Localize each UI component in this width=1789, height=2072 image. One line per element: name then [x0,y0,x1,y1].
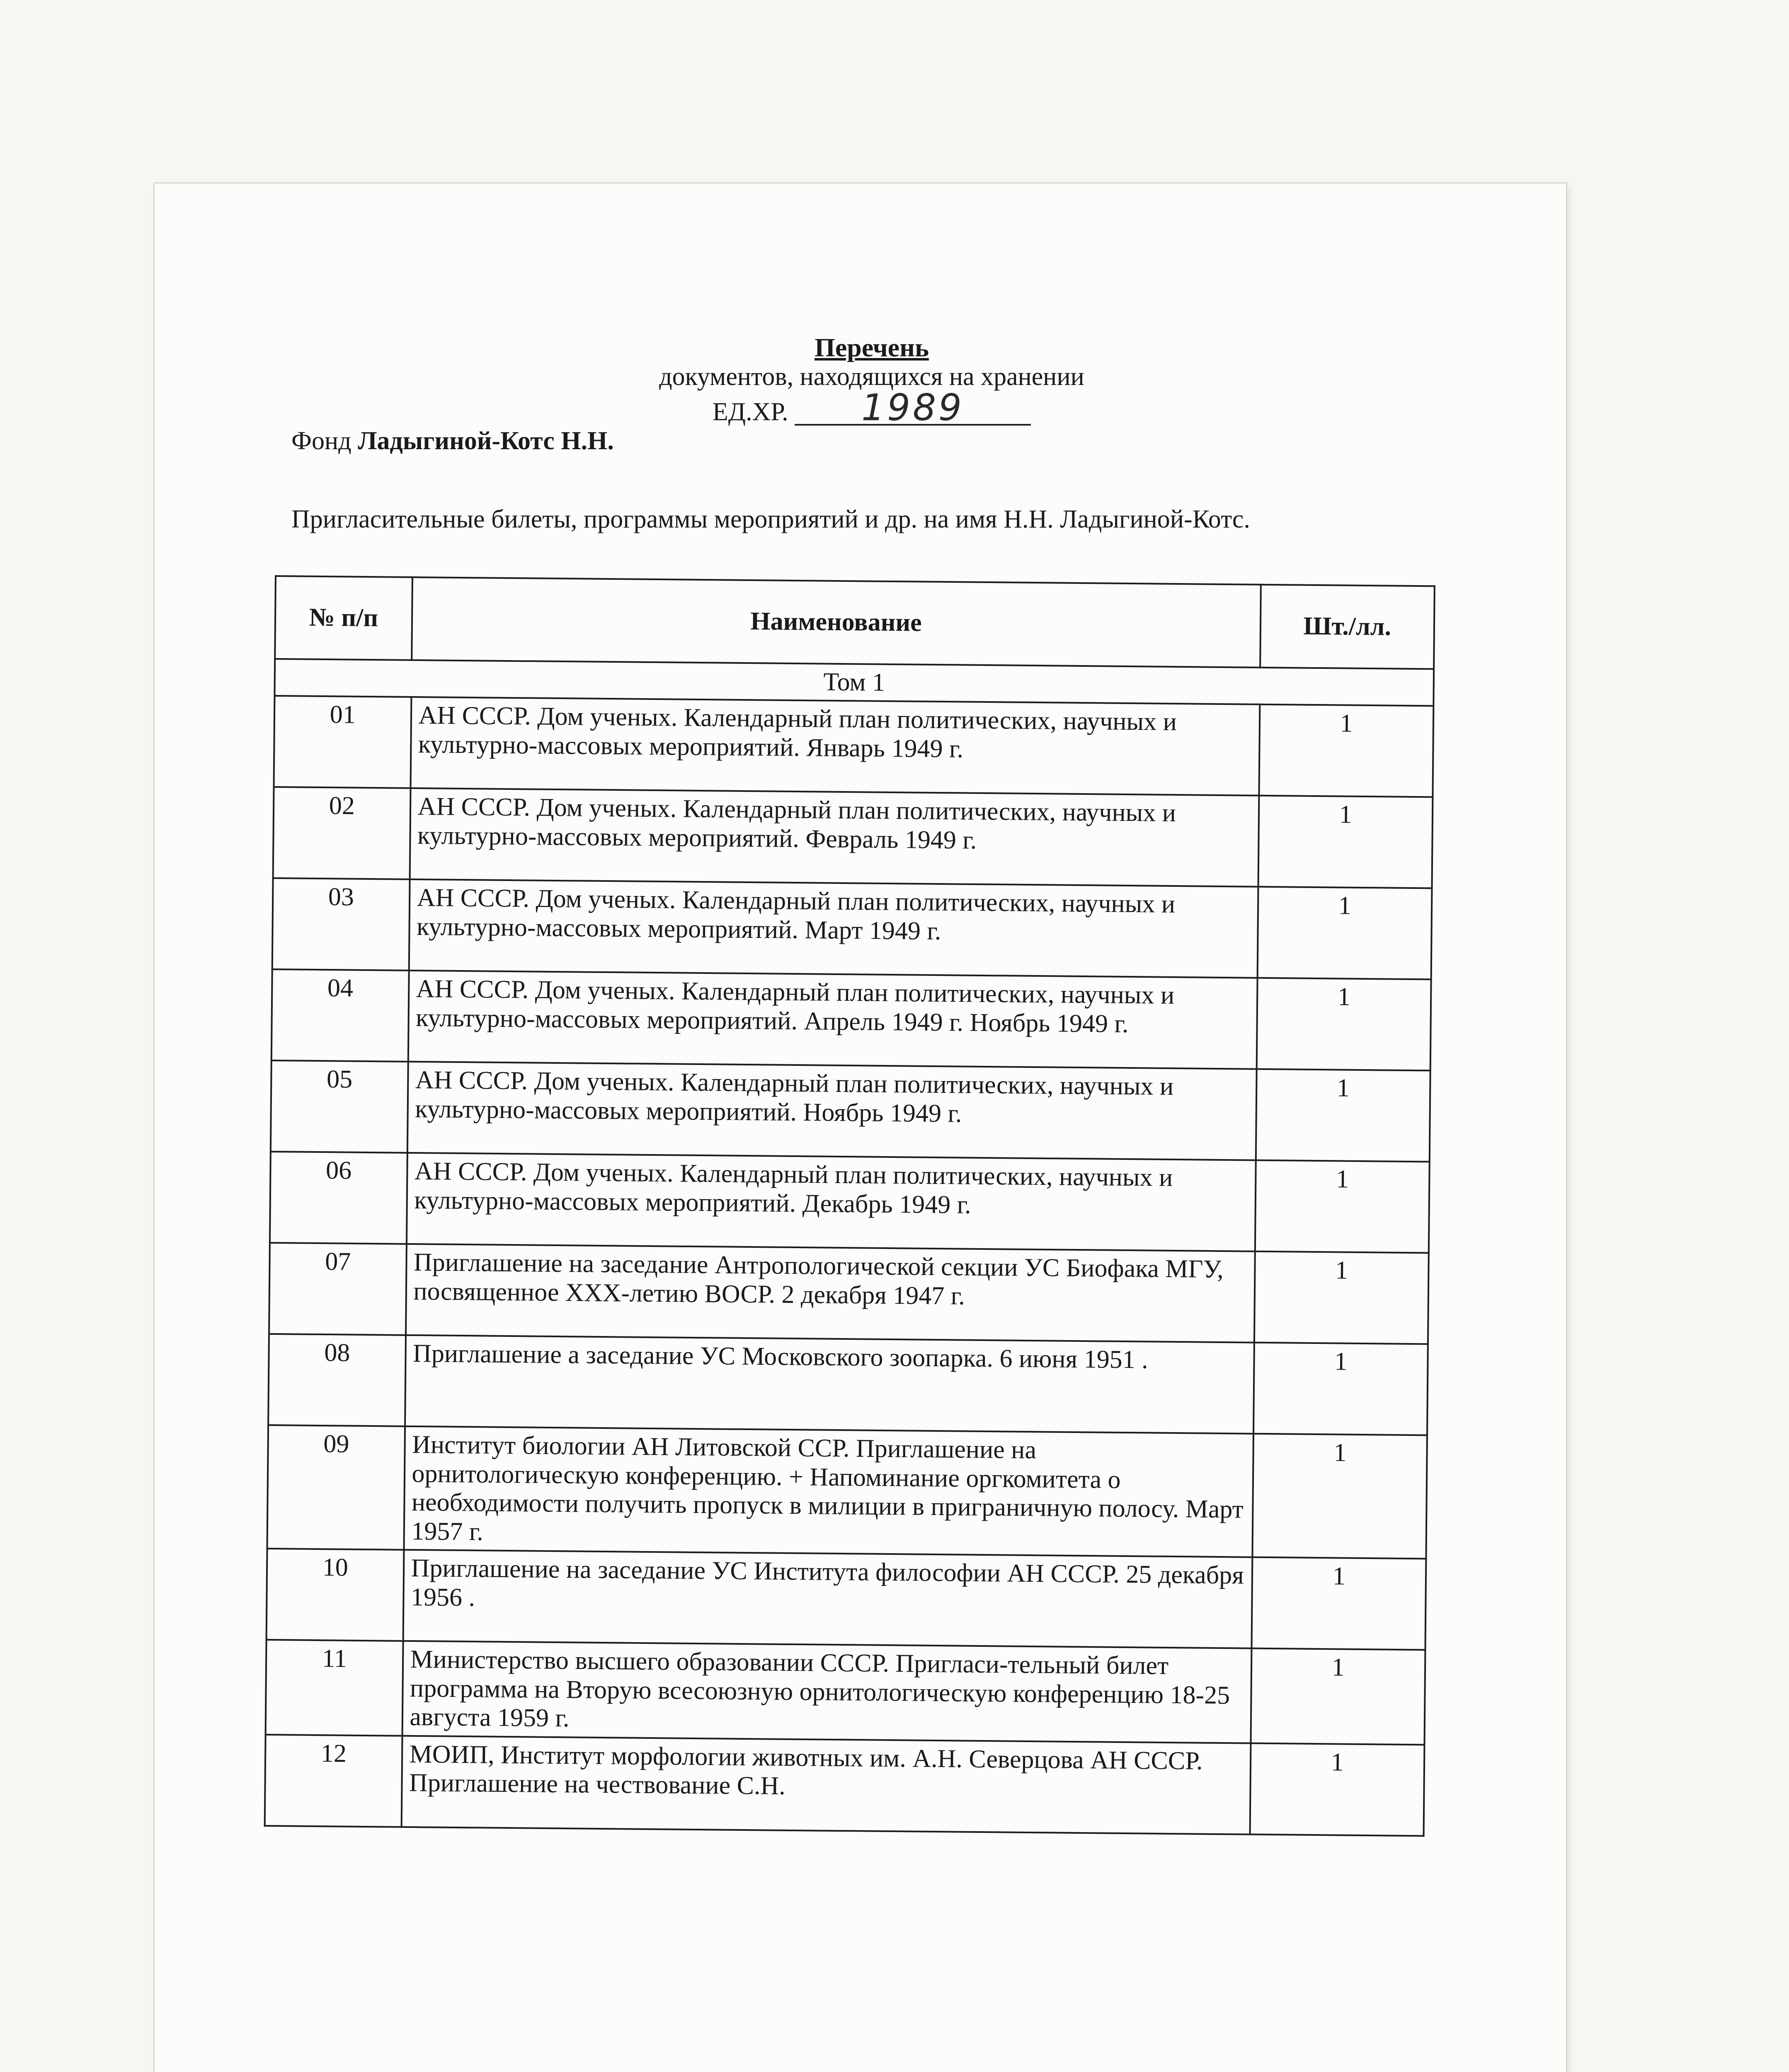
fond-name: Ладыгиной-Котс Н.Н. [358,426,614,455]
row-number: 12 [265,1735,402,1827]
row-name: Приглашение а заседание УС Московского зоопарка. 6 июня 1951 . [405,1336,1254,1434]
row-name: Министерство высшего образовании СССР. Пригласи-тельный билет программа на Вторую всесоюзную орнитологическую конференцию 18-25 августа 1959 г. [402,1641,1251,1743]
table-row [271,1061,1430,1162]
row-count: 1 [1251,1648,1425,1745]
table-row [266,1640,1425,1745]
column-header-number: № п/п [275,576,412,660]
row-count: 1 [1254,1252,1428,1345]
table-row [274,696,1434,797]
table-row [267,1549,1426,1650]
inventory-table-body [265,659,1434,1836]
collection-description: Пригласительные билеты, программы мероприятий и др. на имя Н.Н. Ладыгиной-Котс. [291,505,1250,533]
row-count: 1 [1251,1557,1426,1650]
storage-unit-line [291,386,1452,429]
storage-unit-number: 1989 [795,391,1031,426]
row-count: 1 [1259,705,1433,798]
row-number: 05 [271,1061,408,1153]
table-row [272,879,1432,980]
row-number: 06 [270,1152,407,1244]
fond-line [291,427,1452,455]
volume-label: Том 1 [274,659,1434,706]
document-subtitle: документов, находящихся на хранении [659,362,1084,391]
table-header-row [275,576,1435,669]
document-content [291,333,1452,1827]
row-name: АН СССР. Дом ученых. Календарный план политических, научных и культурно-массовых мероприятий. Апрель 1949 г. Ноябрь 1949 г. [408,971,1257,1070]
table-row [272,970,1431,1071]
row-name: АН СССР. Дом ученых. Календарный план политических, научных и культурно-массовых мероприятий. Февраль 1949 г. [410,789,1259,887]
row-name: МОИП, Институт морфологии животных им. А.Н. Северцова АН СССР. Приглашение на чествование С.Н. [401,1736,1251,1835]
row-count: 1 [1255,1161,1429,1254]
row-name: АН СССР. Дом ученых. Календарный план политических, научных и культурно-массовых мероприятий. Декабрь 1949 г. [406,1153,1256,1252]
storage-unit-label: ЕД.ХР. [712,398,788,426]
document-title: Перечень [815,333,929,362]
table-row [267,1426,1427,1559]
row-count: 1 [1252,1434,1427,1559]
row-count: 1 [1253,1343,1428,1436]
row-number: 10 [267,1549,404,1641]
row-number: 01 [274,696,411,789]
row-number: 03 [272,879,410,971]
row-number: 02 [273,787,410,880]
column-header-count: Шт./лл. [1260,585,1435,669]
row-number: 08 [268,1334,405,1427]
row-count: 1 [1257,887,1432,980]
row-count: 1 [1258,796,1433,889]
inventory-table [264,575,1435,1837]
table-row [268,1334,1428,1435]
row-name: Приглашение на заседание УС Института философии АН СССР. 25 декабря 1956 . [403,1550,1252,1648]
row-count: 1 [1256,1070,1430,1162]
row-name: Приглашение на заседание Антропологической секции УС Биофака МГУ, посвященное XXX-летию ВОСР. 2 декабря 1947 г. [406,1244,1255,1343]
row-name: АН СССР. Дом ученых. Календарный план политических, научных и культурно-массовых мероприятий. Март 1949 г. [409,880,1258,978]
table-row [269,1243,1429,1344]
table-row [273,787,1433,888]
row-number: 09 [267,1426,405,1550]
column-header-name: Наименование [412,577,1261,668]
row-name: Институт биологии АН Литовской ССР. Приглашение на орнитологическую конференцию. + Напоминание оргкомитета о необходимости получить пропуск в милиции в приграничную полосу. Март 1957 г. [404,1427,1253,1558]
fond-prefix: Фонд [291,426,351,455]
table-row [270,1152,1430,1253]
row-number: 04 [272,970,409,1062]
row-number: 11 [266,1640,403,1736]
table-row [265,1735,1425,1836]
row-number: 07 [269,1243,406,1336]
row-count: 1 [1250,1743,1424,1836]
row-name: АН СССР. Дом ученых. Календарный план политических, научных и культурно-массовых мероприятий. Ноябрь 1949 г. [407,1062,1256,1161]
document-sheet [153,182,1567,2072]
row-name: АН СССР. Дом ученых. Календарный план политических, научных и культурно-массовых мероприятий. Январь 1949 г. [410,697,1260,796]
row-count: 1 [1256,978,1431,1071]
